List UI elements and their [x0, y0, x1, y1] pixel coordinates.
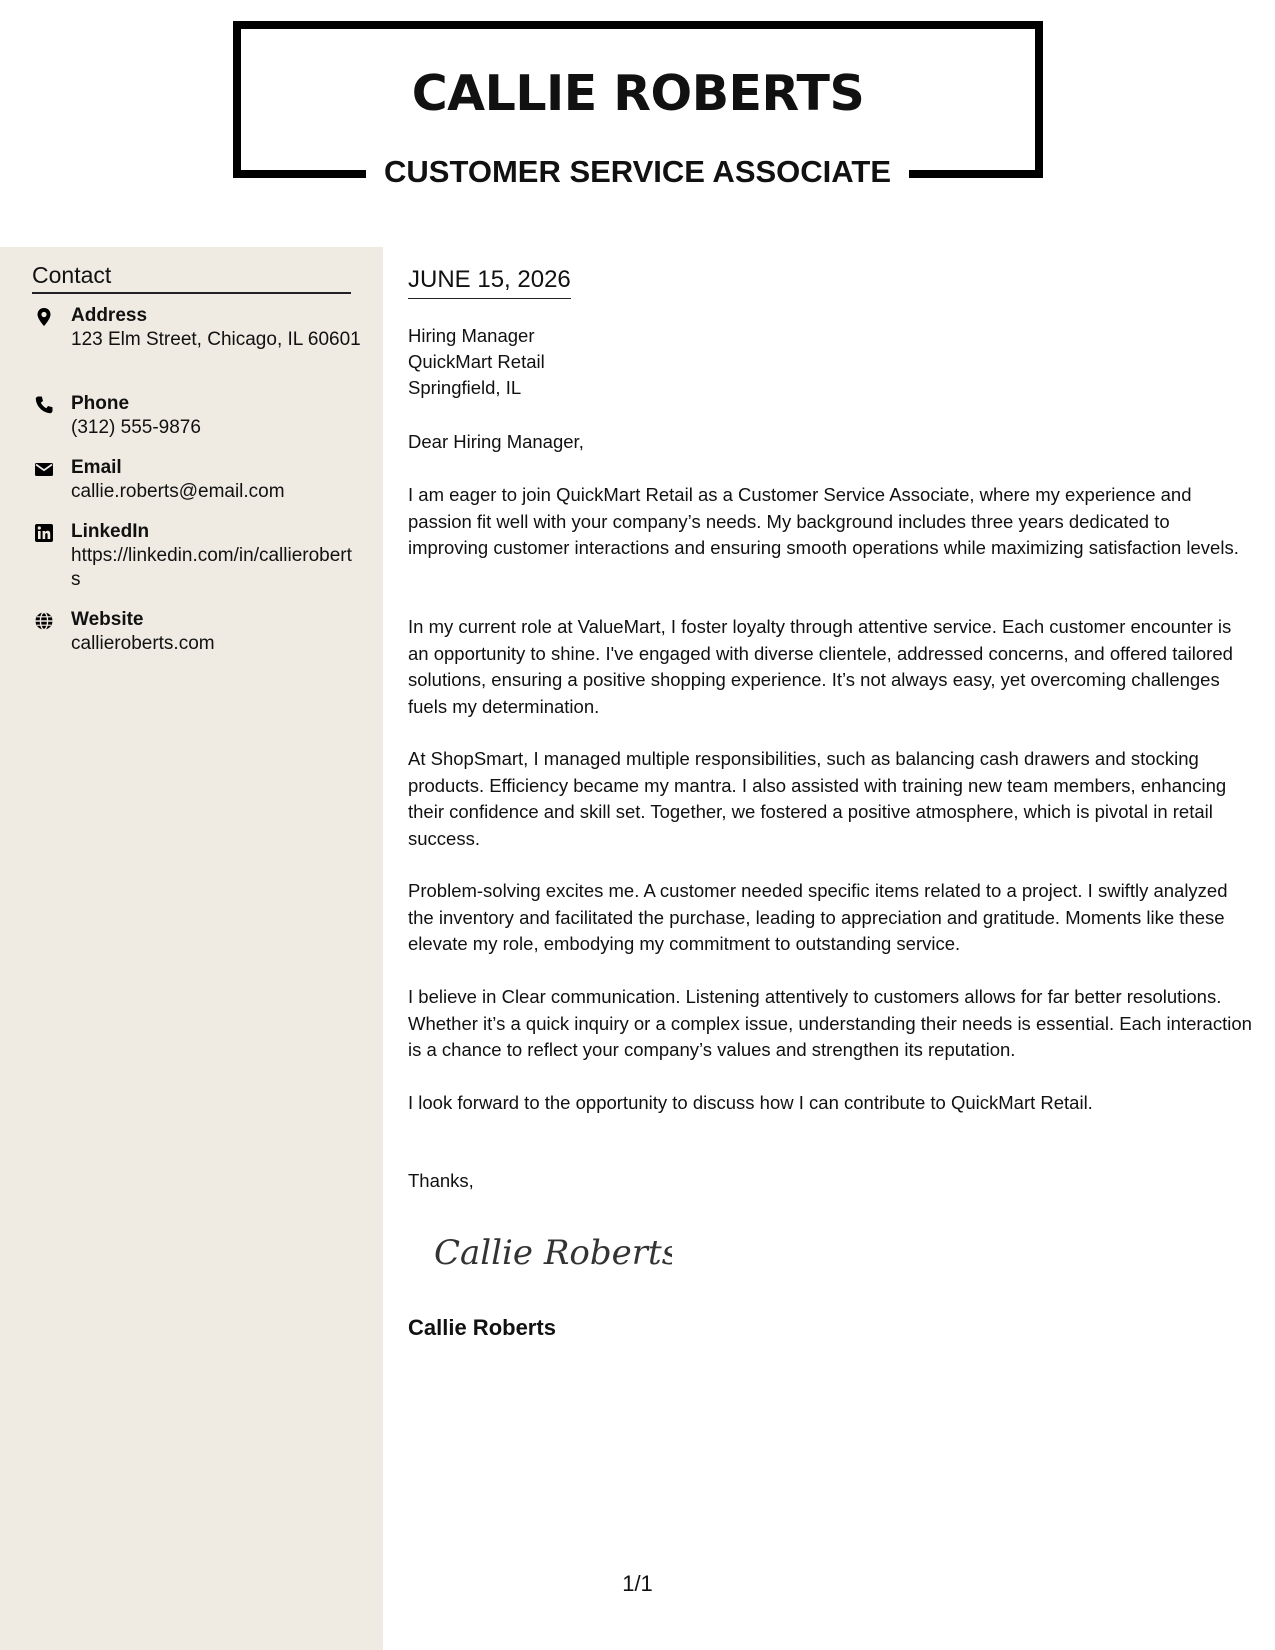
signature-text: Callie Roberts — [434, 1233, 672, 1273]
contact-heading: Contact — [32, 260, 351, 294]
contact-label-address: Address — [71, 305, 148, 326]
body-paragraph-2: In my current role at ValueMart, I foster loyalty through attentive service. Each customer encounter is an opportunity to shine. I've engaged with diverse clientele, addressed concerns, and offered tailored solutions, ensuring a positive shopping experience. It’s not always easy, yet overcoming challenges fuels my determination. — [408, 616, 1233, 717]
body-paragraph-5: I believe in Clear communication. Listening attentively to customers allows for far better resolutions. Whether it’s a quick inquiry or a complex issue, understanding their needs is essential. Each interaction is a chance to reflect your company’s values and strengthen its reputation. — [408, 986, 1252, 1060]
linkedin-link[interactable]: https://linkedin.com/in/callieroberts — [71, 545, 352, 590]
recipient-location: Springfield, IL — [408, 377, 522, 398]
location-pin-icon — [34, 307, 54, 327]
salutation: Dear Hiring Manager, — [408, 431, 584, 452]
recipient-block — [408, 323, 545, 401]
body-paragraph-6: I look forward to the opportunity to discuss how I can contribute to QuickMart Retail. — [408, 1092, 1093, 1113]
contact-value-email[interactable] — [71, 480, 361, 504]
body-paragraph-3: At ShopSmart, I managed multiple responsibilities, such as balancing cash drawers and stocking products. Efficiency became my mantra. I also assisted with training new team members, enhancing their confidence and skill set. Together, we fostered a positive atmosphere, which is pivotal in retail success. — [408, 748, 1227, 849]
contact-value-phone: (312) 555-9876 — [71, 417, 201, 438]
contact-value-website[interactable] — [71, 632, 361, 656]
envelope-icon — [34, 459, 54, 479]
contact-value-address: 123 Elm Street, Chicago, IL 60601 — [71, 329, 361, 350]
email-link[interactable]: callie.roberts@email.com — [71, 481, 285, 502]
contact-value-linkedin[interactable] — [71, 544, 361, 592]
applicant-name: CALLIE ROBERTS — [411, 65, 865, 122]
contact-label-phone: Phone — [71, 393, 130, 414]
handwritten-signature — [432, 1226, 672, 1276]
closing: Thanks, — [408, 1170, 474, 1191]
contact-label-email: Email — [71, 457, 122, 478]
body-paragraph-4: Problem-solving excites me. A customer needed specific items related to a project. I swiftly analyzed the inventory and facilitated the purchase, leading to appreciation and gratitude. Moments like these elevate my role, embodying my commitment to outstanding service. — [408, 880, 1228, 954]
globe-icon — [34, 611, 54, 631]
page-number: 1/1 — [622, 1571, 653, 1596]
recipient-company: QuickMart Retail — [408, 351, 545, 372]
phone-icon — [34, 395, 54, 415]
contact-label-website: Website — [71, 609, 144, 630]
letter-date: JUNE 15, 2026 — [408, 264, 571, 299]
contact-sidebar — [0, 247, 383, 1650]
job-title: CUSTOMER SERVICE ASSOCIATE — [384, 154, 891, 189]
header-frame-bottom-right — [909, 170, 1043, 178]
website-link[interactable]: callieroberts.com — [71, 633, 215, 654]
linkedin-icon — [34, 523, 54, 543]
contact-label-linkedin: LinkedIn — [71, 521, 150, 542]
body-paragraph-1: I am eager to join QuickMart Retail as a Customer Service Associate, where my experience and passion fit well with your company’s needs. My background includes three years dedicated to improving customer interactions and ensuring smooth operations while maximizing satisfaction levels. — [408, 484, 1239, 558]
header-frame-bottom-left — [233, 170, 366, 178]
recipient-title: Hiring Manager — [408, 325, 535, 346]
signer-name: Callie Roberts — [408, 1315, 556, 1340]
